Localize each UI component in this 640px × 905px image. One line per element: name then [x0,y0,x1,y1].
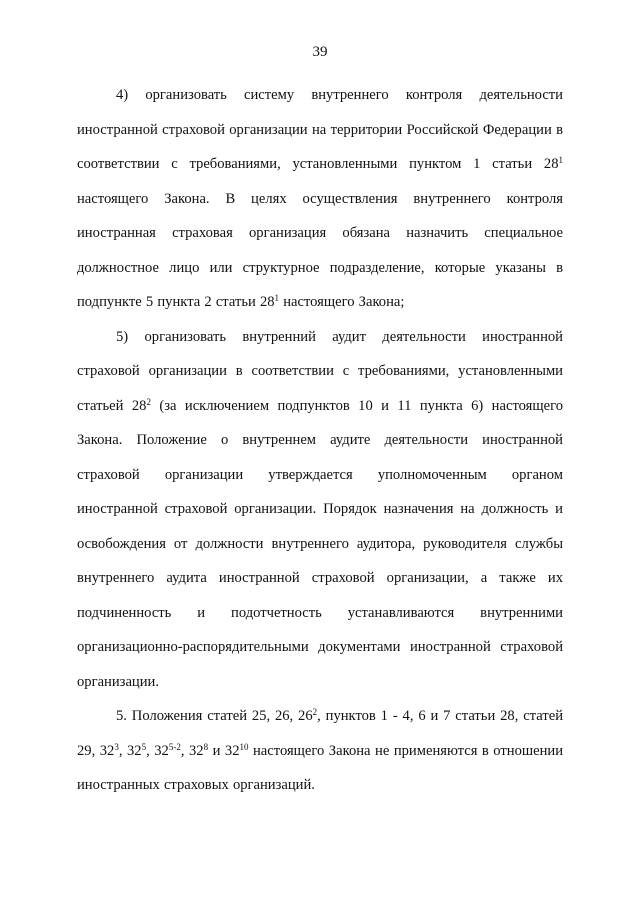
paragraph-text: настоящего Закона. В целях осуществления внутреннего контроля иностранная страховая организация обязана назначить специальное должностное лицо или структурное подразделение, которые указаны в подпункте 5 пункта 2 статьи 28 [77,190,563,310]
superscript: 5 [141,741,147,752]
superscript: 1 [558,155,563,165]
paragraph-item-5 [77,320,563,700]
superscript: 1 [274,293,280,303]
paragraph-text: настоящего Закона не применяются в отношении иностранных страховых организаций. [77,742,564,793]
superscript: 10 [239,741,249,752]
superscript: 2 [146,396,151,407]
paragraph-clause-5 [77,699,563,803]
paragraph-text: 5) организовать внутренний аудит деятельности иностранной страховой организации в соответствии с требованиями, установленными статьей 28 [77,328,563,414]
superscript: 2 [312,707,318,717]
superscript: 5-2 [168,741,181,752]
paragraph-text: , 32 [146,742,169,759]
page-number: 39 [312,44,328,60]
superscript: 8 [203,741,209,752]
paragraph-text: настоящего Закона; [279,294,405,310]
paragraph-text: , пунктов 1 - 4, 6 и 7 статьи 28, статей 29, 32 [77,708,564,759]
paragraph-text: , 32 [180,742,204,759]
paragraph-text: , 32 [118,742,142,759]
paragraph-text: (за исключением подпунктов 10 и 11 пункта 6) настоящего Закона. Положение о внутреннем аудите деятельности иностранной страховой организации утверждается уполномоченным органом иностранной страховой организации. Порядок назначения на должность и освобождения от должности внутреннего аудитора, руководителя службы внутреннего аудита иностранной страховой организации, а также их подчиненность и подотчетность устанавливаются внутренними организационно-распорядительными документами иностранной страховой организации. [77,397,563,690]
document-body [77,78,563,803]
paragraph-item-4 [77,78,563,320]
paragraph-text: 4) организовать систему внутреннего контроля деятельности иностранной страховой организации на территории Российской Федерации в соответствии с требованиями, установленными пунктом 1 статьи 28 [77,87,563,172]
paragraph-text: 5. Положения статей 25, 26, 26 [116,708,313,724]
paragraph-text: и 32 [208,742,240,759]
superscript: 3 [114,741,119,752]
